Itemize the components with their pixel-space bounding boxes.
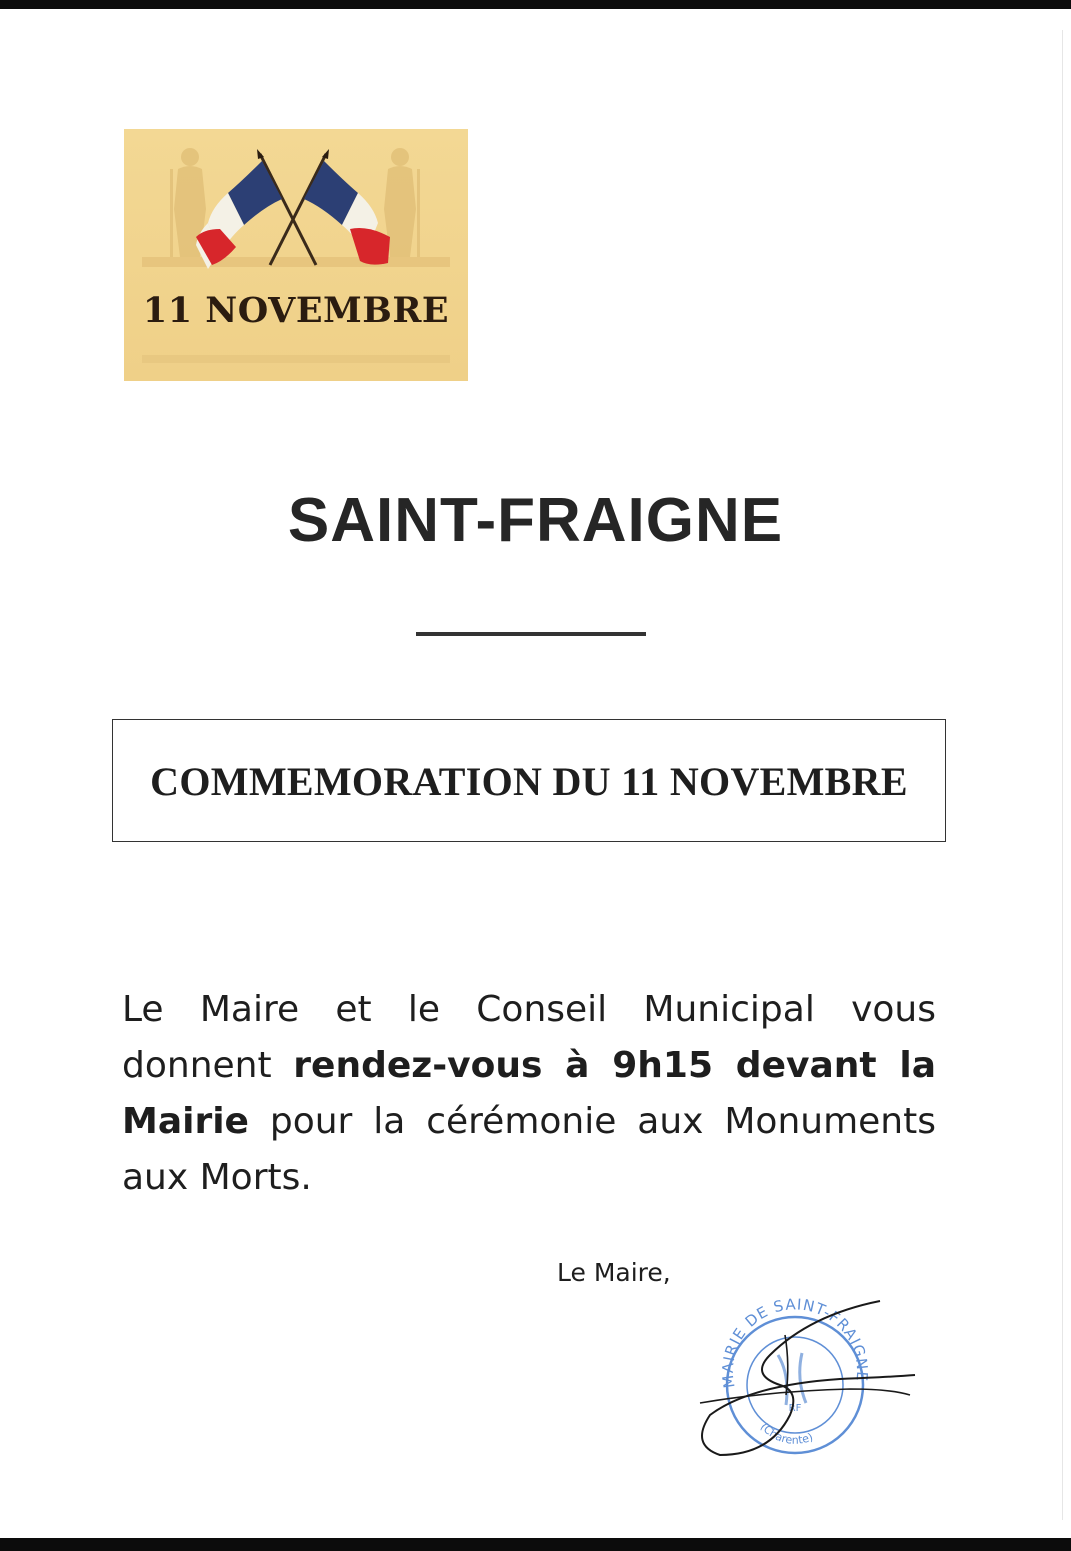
announcement-part1: Le Maire et le Conseil Municipal vous donnent xyxy=(122,989,936,1086)
announcement-text xyxy=(122,982,936,1206)
stamp-text: MAIRIE DE SAINT-FRAIGNE xyxy=(718,1295,872,1390)
town-heading: SAINT-FRAIGNE xyxy=(287,486,784,555)
event-title: COMMEMORATION DU 11 NOVEMBRE xyxy=(150,759,908,804)
mairie-stamp-signature xyxy=(690,1295,920,1475)
heading-divider xyxy=(416,632,646,636)
stamp-region: (Charente) xyxy=(757,1420,815,1447)
stamp-center-text: RF xyxy=(788,1403,802,1414)
armistice-banner xyxy=(124,129,468,381)
announcement-meeting-details: rendez-vous à 9h15 devant la Mairie xyxy=(122,1045,936,1142)
crossed-flags-illustration xyxy=(124,129,468,381)
scan-border-top xyxy=(0,0,1071,9)
announcement-part2: pour la cérémonie aux Monuments aux Morts. xyxy=(122,1101,936,1198)
page-edge xyxy=(1062,30,1063,1520)
scan-border-bottom xyxy=(0,1538,1071,1551)
event-title-box xyxy=(112,719,946,842)
signature-label: Le Maire, xyxy=(557,1258,671,1287)
banner-title: 11 NOVEMBRE xyxy=(142,290,450,331)
